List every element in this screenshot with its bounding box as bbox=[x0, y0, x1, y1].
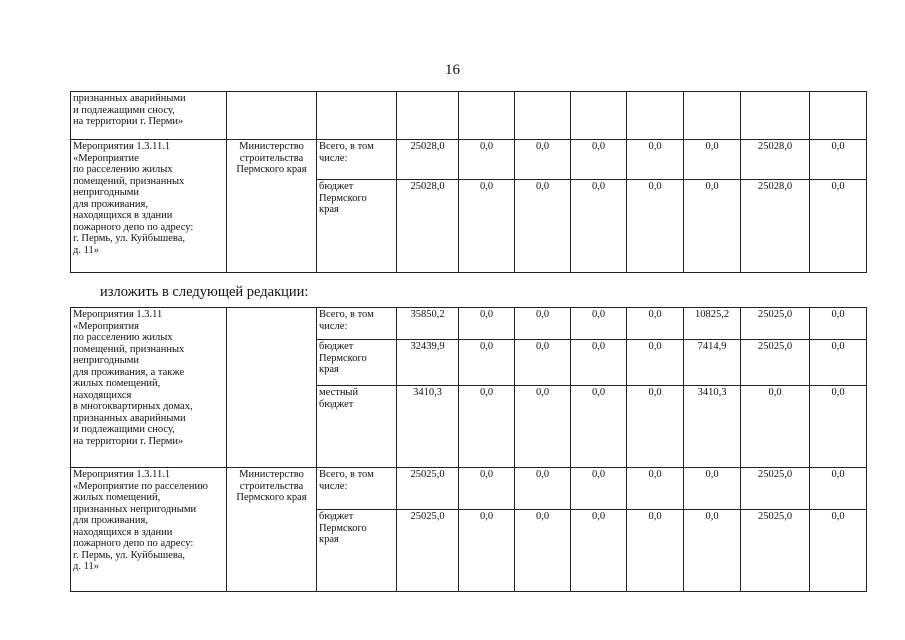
value-cell: 0,0 bbox=[459, 510, 515, 592]
value-cell: 0,0 bbox=[627, 510, 684, 592]
value-cell: 0,0 bbox=[810, 510, 867, 592]
value-cell: 25025,0 bbox=[741, 340, 810, 386]
value-cell: 0,0 bbox=[684, 510, 741, 592]
value-cell: 3410,3 bbox=[684, 386, 741, 468]
table-after bbox=[70, 307, 867, 592]
executor-empty bbox=[227, 308, 317, 468]
value-cell: 25025,0 bbox=[741, 468, 810, 510]
value-cell: 0,0 bbox=[571, 180, 627, 273]
value-cell: 7414,9 bbox=[684, 340, 741, 386]
executor: Министерство строительства Пермского края bbox=[227, 140, 317, 273]
value-cell: 0,0 bbox=[741, 386, 810, 468]
source-cell: Всего, в том числе: bbox=[317, 308, 397, 340]
item-name: Мероприятия 1.3.11 «Мероприятия по расселению жилых помещений, признанных непригодными для проживания, а также жилых помещений, находящихся в многоквартирных домах, признанных аварийными и подлежащими сносу, на территории г. Перми» bbox=[71, 308, 227, 468]
table-row bbox=[71, 308, 867, 340]
value-cell: 25028,0 bbox=[741, 140, 810, 180]
value-cell: 0,0 bbox=[627, 386, 684, 468]
value-cell: 0,0 bbox=[684, 140, 741, 180]
value-cell: 0,0 bbox=[627, 180, 684, 273]
source-cell: бюджет Пермского края bbox=[317, 340, 397, 386]
value-cell: 0,0 bbox=[459, 140, 515, 180]
value-cell: 0,0 bbox=[571, 510, 627, 592]
source-cell: бюджет Пермского края bbox=[317, 180, 397, 273]
source-cell: местный бюджет bbox=[317, 386, 397, 468]
value-cell: 0,0 bbox=[515, 308, 571, 340]
value-cell: 25025,0 bbox=[397, 510, 459, 592]
value-cell: 35850,2 bbox=[397, 308, 459, 340]
value-cell: 0,0 bbox=[571, 308, 627, 340]
value-cell: 0,0 bbox=[515, 140, 571, 180]
value-cell: 0,0 bbox=[627, 308, 684, 340]
value-cell: 0,0 bbox=[459, 340, 515, 386]
value-cell: 25028,0 bbox=[397, 180, 459, 273]
value-cell: 0,0 bbox=[459, 308, 515, 340]
source-cell: Всего, в том числе: bbox=[317, 468, 397, 510]
value-cell: 25028,0 bbox=[741, 180, 810, 273]
value-cell: 0,0 bbox=[684, 180, 741, 273]
value-cell: 0,0 bbox=[571, 468, 627, 510]
item-name: Мероприятия 1.3.11.1 «Мероприятие по расселению жилых помещений, признанных непригодными для проживания, находящихся в здании пожарного депо по адресу: г. Пермь, ул. Куйбышева, д. 11» bbox=[71, 140, 227, 273]
value-cell: 0,0 bbox=[571, 340, 627, 386]
source-cell: Всего, в том числе: bbox=[317, 140, 397, 180]
page-number: 16 bbox=[445, 62, 460, 78]
value-cell: 25025,0 bbox=[741, 308, 810, 340]
value-cell: 0,0 bbox=[810, 468, 867, 510]
value-cell: 0,0 bbox=[627, 468, 684, 510]
value-cell: 0,0 bbox=[515, 180, 571, 273]
row-name-fragment: признанных аварийными и подлежащими сносу, на территории г. Перми» bbox=[71, 92, 227, 140]
value-cell: 0,0 bbox=[515, 340, 571, 386]
value-cell: 0,0 bbox=[627, 340, 684, 386]
table-row bbox=[71, 140, 867, 180]
value-cell: 0,0 bbox=[810, 140, 867, 180]
value-cell: 0,0 bbox=[684, 468, 741, 510]
item-name: Мероприятия 1.3.11.1 «Мероприятие по расселению жилых помещений, признанных непригодными для проживания, находящихся в здании пожарного депо по адресу: г. Пермь, ул. Куйбышева, д. 11» bbox=[71, 468, 227, 592]
source-cell: бюджет Пермского края bbox=[317, 510, 397, 592]
value-cell: 32439,9 bbox=[397, 340, 459, 386]
value-cell: 0,0 bbox=[459, 386, 515, 468]
value-cell: 10825,2 bbox=[684, 308, 741, 340]
value-cell: 25025,0 bbox=[397, 468, 459, 510]
value-cell: 25028,0 bbox=[397, 140, 459, 180]
value-cell: 0,0 bbox=[571, 140, 627, 180]
value-cell: 0,0 bbox=[810, 386, 867, 468]
value-cell: 0,0 bbox=[459, 180, 515, 273]
value-cell: 0,0 bbox=[459, 468, 515, 510]
value-cell: 25025,0 bbox=[741, 510, 810, 592]
value-cell: 0,0 bbox=[627, 140, 684, 180]
value-cell: 0,0 bbox=[810, 308, 867, 340]
instruction-text: изложить в следующей редакции: bbox=[100, 284, 309, 300]
table-row bbox=[71, 468, 867, 510]
value-cell: 0,0 bbox=[515, 386, 571, 468]
value-cell: 3410,3 bbox=[397, 386, 459, 468]
value-cell: 0,0 bbox=[515, 510, 571, 592]
value-cell: 0,0 bbox=[515, 468, 571, 510]
value-cell: 0,0 bbox=[810, 340, 867, 386]
table-before bbox=[70, 91, 867, 273]
value-cell: 0,0 bbox=[571, 386, 627, 468]
table-row bbox=[71, 92, 867, 140]
executor: Министерство строительства Пермского края bbox=[227, 468, 317, 592]
value-cell: 0,0 bbox=[810, 180, 867, 273]
